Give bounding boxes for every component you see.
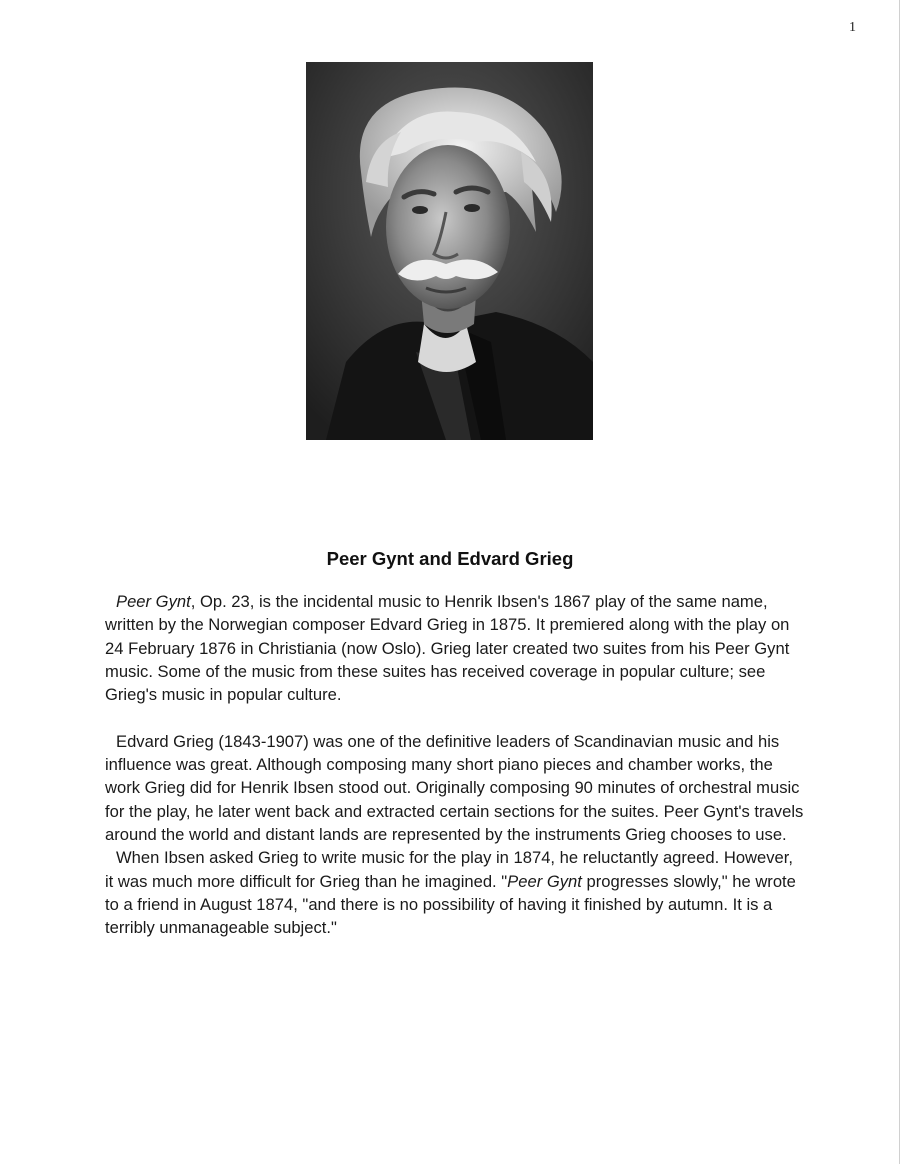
work-title-italic: Peer Gynt [116,592,191,611]
portrait-photo [306,62,593,440]
paragraph-spacer [105,706,805,729]
paragraph-1-text: , Op. 23, is the incidental music to Henrik Ibsen's 1867 play of the same name, written by the Norwegian composer Edvard Grieg in 1875. It premiered along with the play on 24 February 1876 in Christiania (now Oslo). Grieg later created two suites from his Peer Gynt music. Some of the music from these suites has received coverage in popular culture; see Grieg's music in popular culture. [105,592,790,705]
paragraph-3-text-a: When Ibsen asked Grieg to write music for the play in 1874, he reluctantly agreed. However, it was much more difficult for Grieg than he imagined. " [105,848,794,891]
page-number: 1 [849,20,856,35]
document-body [105,590,805,939]
document-title: Peer Gynt and Edvard Grieg [326,548,574,569]
paragraph-3 [105,846,805,939]
paragraph-1 [105,590,805,706]
paragraph-2-text: Edvard Grieg (1843-1907) was one of the definitive leaders of Scandinavian music and his influence was great. Although composing many short piano pieces and chamber works, the work Grieg did for Henrik Ibsen stood out. Originally composing 90 minutes of orchestral music for the play, he later went back and extracted certain sections for the suites. Peer Gynt's travels around the world and distant lands are represented by the instruments Grieg chooses to use. [105,731,804,844]
paragraph-3-text-b: progresses slowly," he wrote to a friend in August 1874, "and there is no possibility of having it finished by autumn. It is a terribly unmanageable subject." [105,871,796,938]
paragraph-2 [105,730,805,846]
portrait-illustration [306,62,593,440]
work-title-italic: Peer Gynt [507,871,582,891]
